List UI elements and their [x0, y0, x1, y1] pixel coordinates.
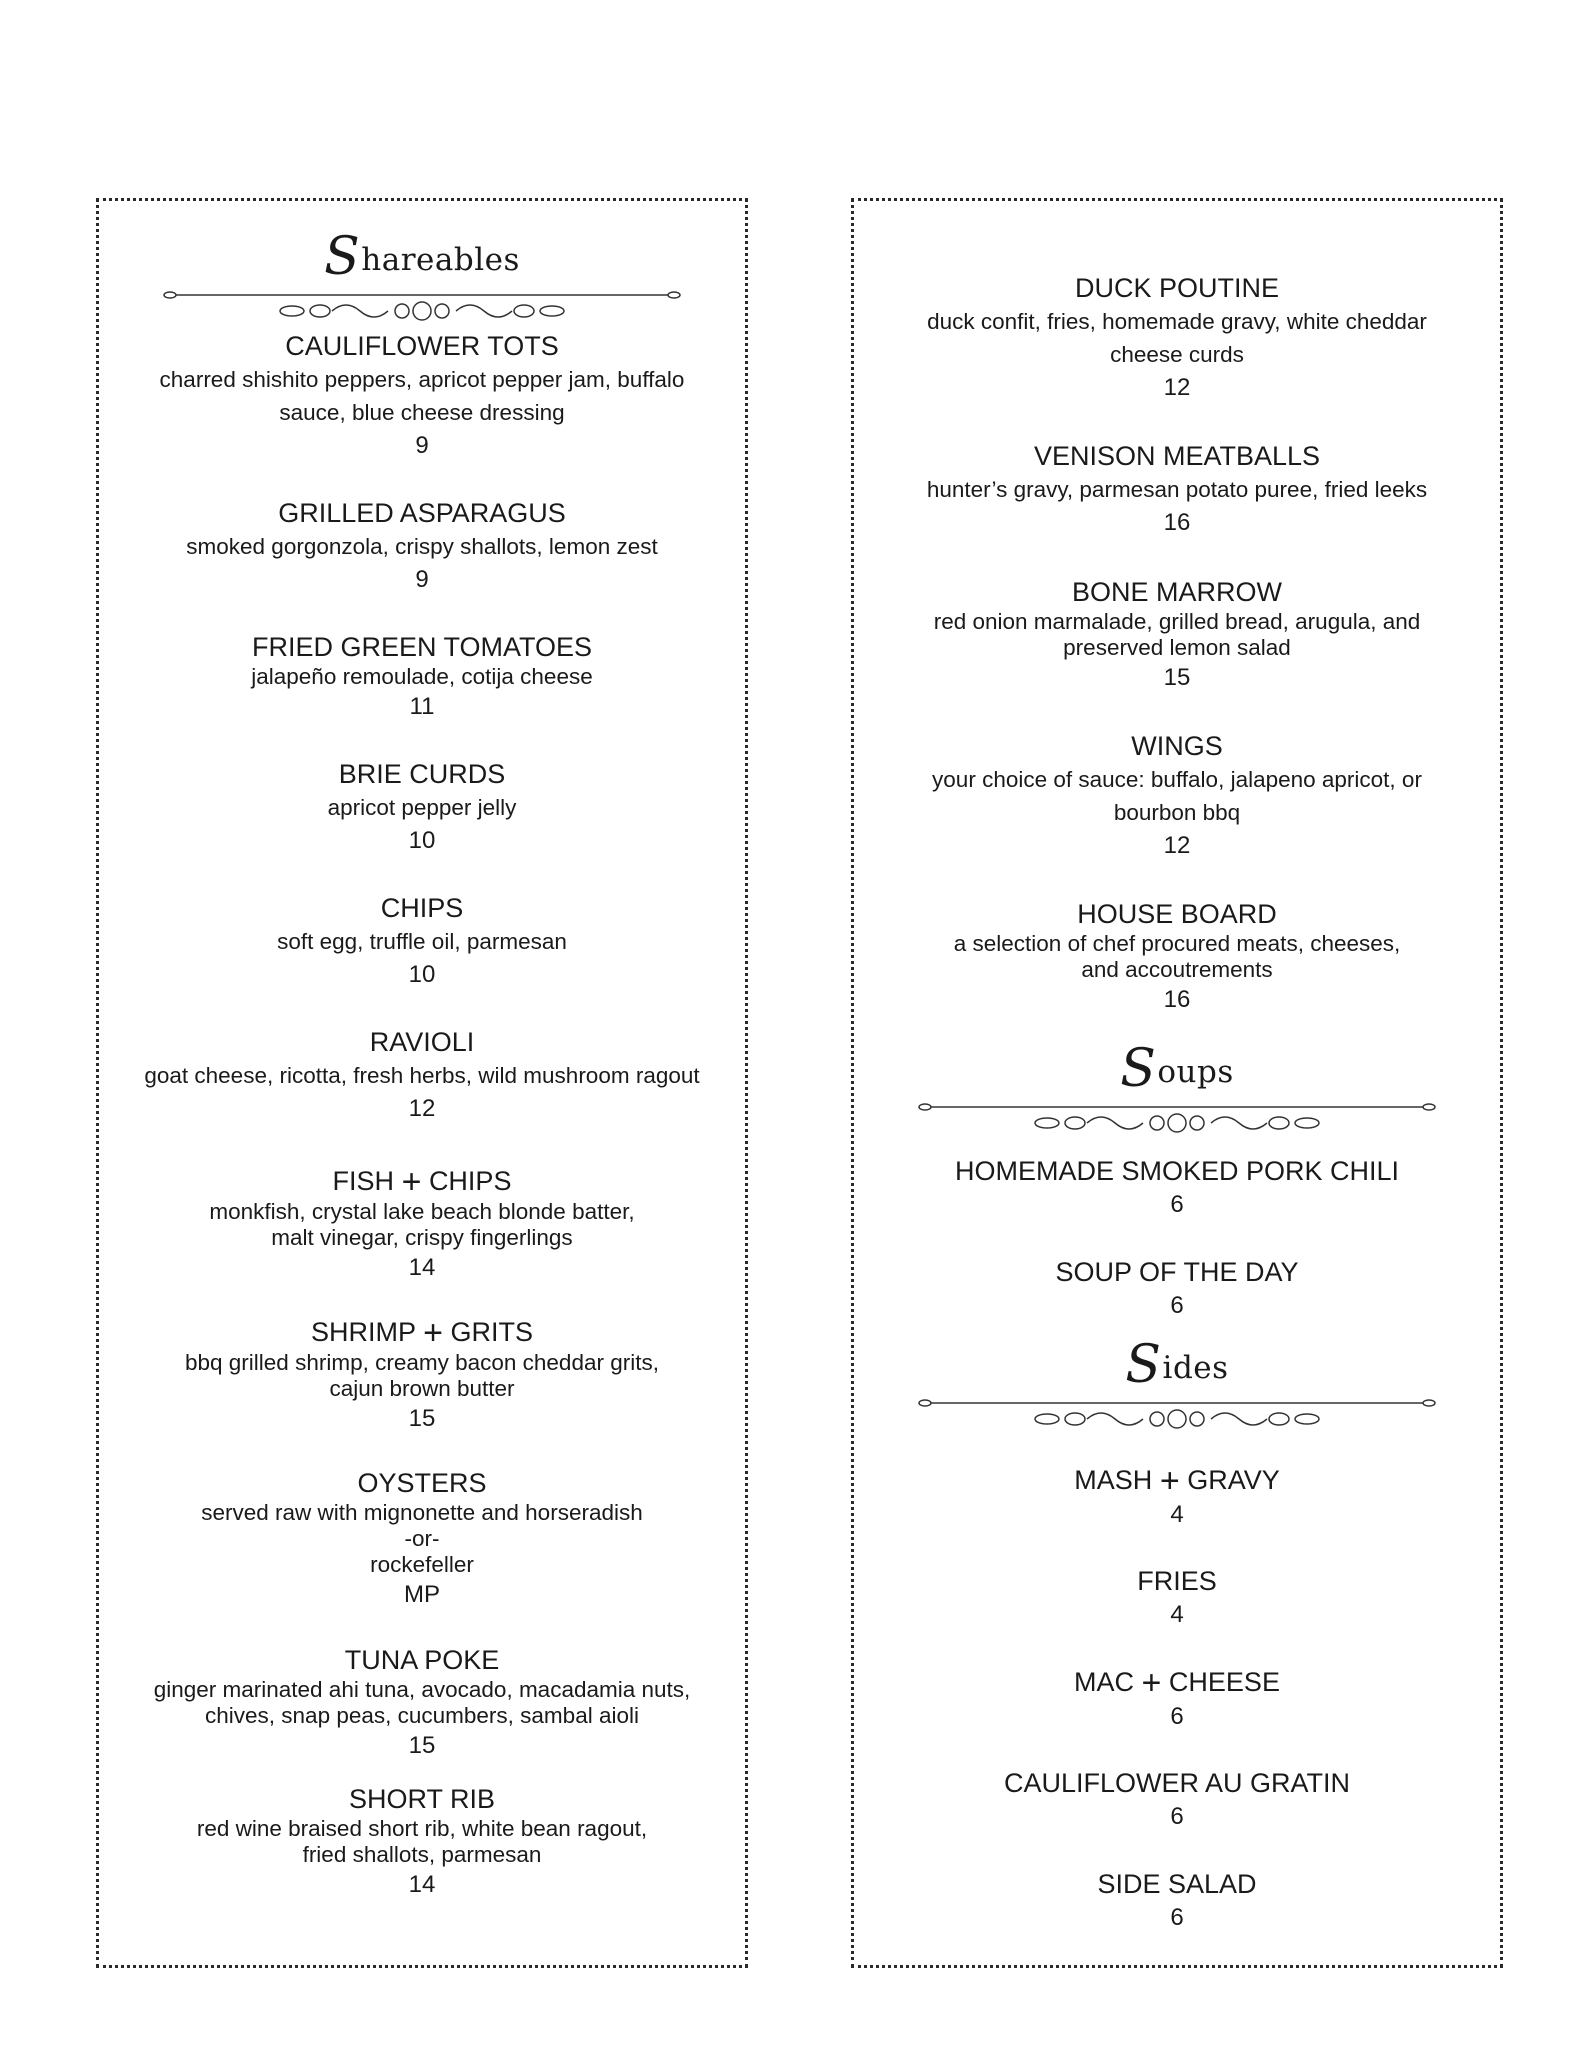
- item-name: GRILLED ASPARAGUS: [278, 498, 566, 528]
- menu-item: [99, 496, 745, 596]
- item-description: a selection of chef procured meats, cheeses, and accoutrements: [953, 931, 1401, 982]
- item-price: 15: [408, 1405, 436, 1432]
- menu-item: [854, 1463, 1500, 1531]
- menu-item: [854, 271, 1500, 404]
- menu-item: [99, 1164, 745, 1284]
- item-name: WINGS: [1131, 731, 1223, 761]
- menu-item: [854, 1255, 1500, 1322]
- item-name: SHRIMP + GRITS: [311, 1314, 533, 1352]
- item-name: FRIES: [1137, 1566, 1217, 1596]
- item-price: 6: [1170, 1703, 1184, 1730]
- menu-item: [854, 1564, 1500, 1631]
- ornament-divider: [162, 285, 682, 325]
- item-name: SIDE SALAD: [1097, 1869, 1257, 1899]
- item-price: 14: [408, 1871, 436, 1898]
- item-name: CAULIFLOWER AU GRATIN: [1003, 1768, 1351, 1798]
- menu-item: [854, 1867, 1500, 1934]
- menu-item: [99, 1315, 745, 1435]
- item-description: bbq grilled shrimp, creamy bacon cheddar grits, cajun brown butter: [185, 1350, 659, 1401]
- item-name: CHIPS: [380, 893, 464, 923]
- section-header-shareables: [99, 227, 745, 325]
- menu-item: [854, 1665, 1500, 1733]
- menu-item: [99, 630, 745, 723]
- item-price: 15: [1163, 664, 1191, 691]
- item-price: 10: [408, 827, 436, 854]
- item-description: your choice of sauce: buffalo, jalapeno apricot, or bourbon bbq: [932, 767, 1422, 825]
- menu-item: [854, 729, 1500, 862]
- section-title-shareables: Shareables: [324, 227, 520, 287]
- menu-panel-left: [96, 198, 748, 1968]
- item-description: charred shishito peppers, apricot pepper jam, buffalo sauce, blue cheese dressing: [159, 367, 685, 425]
- ornament-divider: [917, 1097, 1437, 1137]
- item-description: soft egg, truffle oil, parmesan: [277, 929, 567, 954]
- menu-item: [854, 1766, 1500, 1833]
- item-description: red onion marmalade, grilled bread, arugula, and preserved lemon salad: [933, 609, 1421, 660]
- menu-item: [99, 1643, 745, 1762]
- item-price: 14: [408, 1254, 436, 1281]
- item-description: monkfish, crystal lake beach blonde batter, malt vinegar, crispy fingerlings: [209, 1199, 635, 1250]
- item-price: 4: [1170, 1601, 1184, 1628]
- item-name: HOMEMADE SMOKED PORK CHILI: [954, 1156, 1400, 1186]
- menu-item: [854, 1154, 1500, 1221]
- menu-panel-right: [851, 198, 1503, 1968]
- plus-icon: +: [401, 1163, 422, 1201]
- item-price: 9: [415, 432, 429, 459]
- item-description: apricot pepper jelly: [327, 795, 517, 820]
- menu-item: [854, 897, 1500, 1016]
- item-name: OYSTERS: [357, 1468, 487, 1498]
- item-price: 16: [1163, 986, 1191, 1013]
- item-price: 9: [415, 566, 429, 593]
- plus-icon: +: [1141, 1664, 1162, 1702]
- item-price: 6: [1170, 1191, 1184, 1218]
- menu-item: [99, 1025, 745, 1125]
- item-description: red wine braised short rib, white bean ragout, fried shallots, parmesan: [196, 1816, 648, 1867]
- item-name: MASH + GRAVY: [1074, 1462, 1280, 1500]
- item-price: 16: [1163, 509, 1191, 536]
- menu-item: [99, 891, 745, 991]
- item-name: SHORT RIB: [348, 1784, 496, 1814]
- item-price: MP: [404, 1581, 440, 1608]
- item-price: 12: [1163, 832, 1191, 859]
- item-description: duck confit, fries, homemade gravy, white cheddar cheese curds: [927, 309, 1427, 367]
- menu-item: [854, 439, 1500, 539]
- item-price: 15: [408, 1732, 436, 1759]
- ornament-divider: [917, 1393, 1437, 1433]
- item-name: BONE MARROW: [1071, 577, 1282, 607]
- section-title-soups: Soups: [1120, 1039, 1234, 1099]
- item-name: BRIE CURDS: [338, 759, 506, 789]
- plus-icon: +: [1159, 1462, 1180, 1500]
- item-name: TUNA POKE: [344, 1645, 500, 1675]
- plus-icon: +: [423, 1314, 443, 1352]
- section-title-sides: Sides: [1125, 1335, 1229, 1395]
- item-name: MAC + CHEESE: [1074, 1664, 1280, 1702]
- menu-item: [99, 757, 745, 857]
- item-description: smoked gorgonzola, crispy shallots, lemon zest: [186, 534, 658, 559]
- menu-item: [99, 1782, 745, 1901]
- menu-item: [99, 1466, 745, 1611]
- item-name: VENISON MEATBALLS: [1033, 441, 1321, 471]
- item-description: served raw with mignonette and horseradish -or- rockefeller: [201, 1500, 643, 1577]
- item-price: 4: [1170, 1501, 1184, 1528]
- item-price: 6: [1170, 1904, 1184, 1931]
- section-header-sides: [854, 1335, 1500, 1433]
- item-name: FISH + CHIPS: [332, 1163, 512, 1201]
- item-description: ginger marinated ahi tuna, avocado, macadamia nuts, chives, snap peas, cucumbers, sambal aioli: [153, 1677, 691, 1728]
- menu-item: [99, 329, 745, 462]
- item-name: SOUP OF THE DAY: [1055, 1257, 1299, 1287]
- item-price: 11: [409, 693, 435, 720]
- section-header-soups: [854, 1039, 1500, 1137]
- item-name: FRIED GREEN TOMATOES: [251, 632, 593, 662]
- item-price: 12: [1163, 374, 1191, 401]
- item-description: goat cheese, ricotta, fresh herbs, wild mushroom ragout: [144, 1063, 700, 1088]
- item-name: HOUSE BOARD: [1077, 899, 1277, 929]
- menu-item: [854, 575, 1500, 694]
- item-price: 12: [408, 1095, 436, 1122]
- item-name: RAVIOLI: [369, 1027, 475, 1057]
- item-name: DUCK POUTINE: [1074, 273, 1280, 303]
- item-price: 10: [408, 961, 436, 988]
- item-description: hunter’s gravy, parmesan potato puree, fried leeks: [926, 477, 1428, 502]
- item-description: jalapeño remoulade, cotija cheese: [251, 664, 593, 689]
- item-price: 6: [1170, 1803, 1184, 1830]
- item-name: CAULIFLOWER TOTS: [285, 331, 559, 361]
- item-price: 6: [1170, 1292, 1184, 1319]
